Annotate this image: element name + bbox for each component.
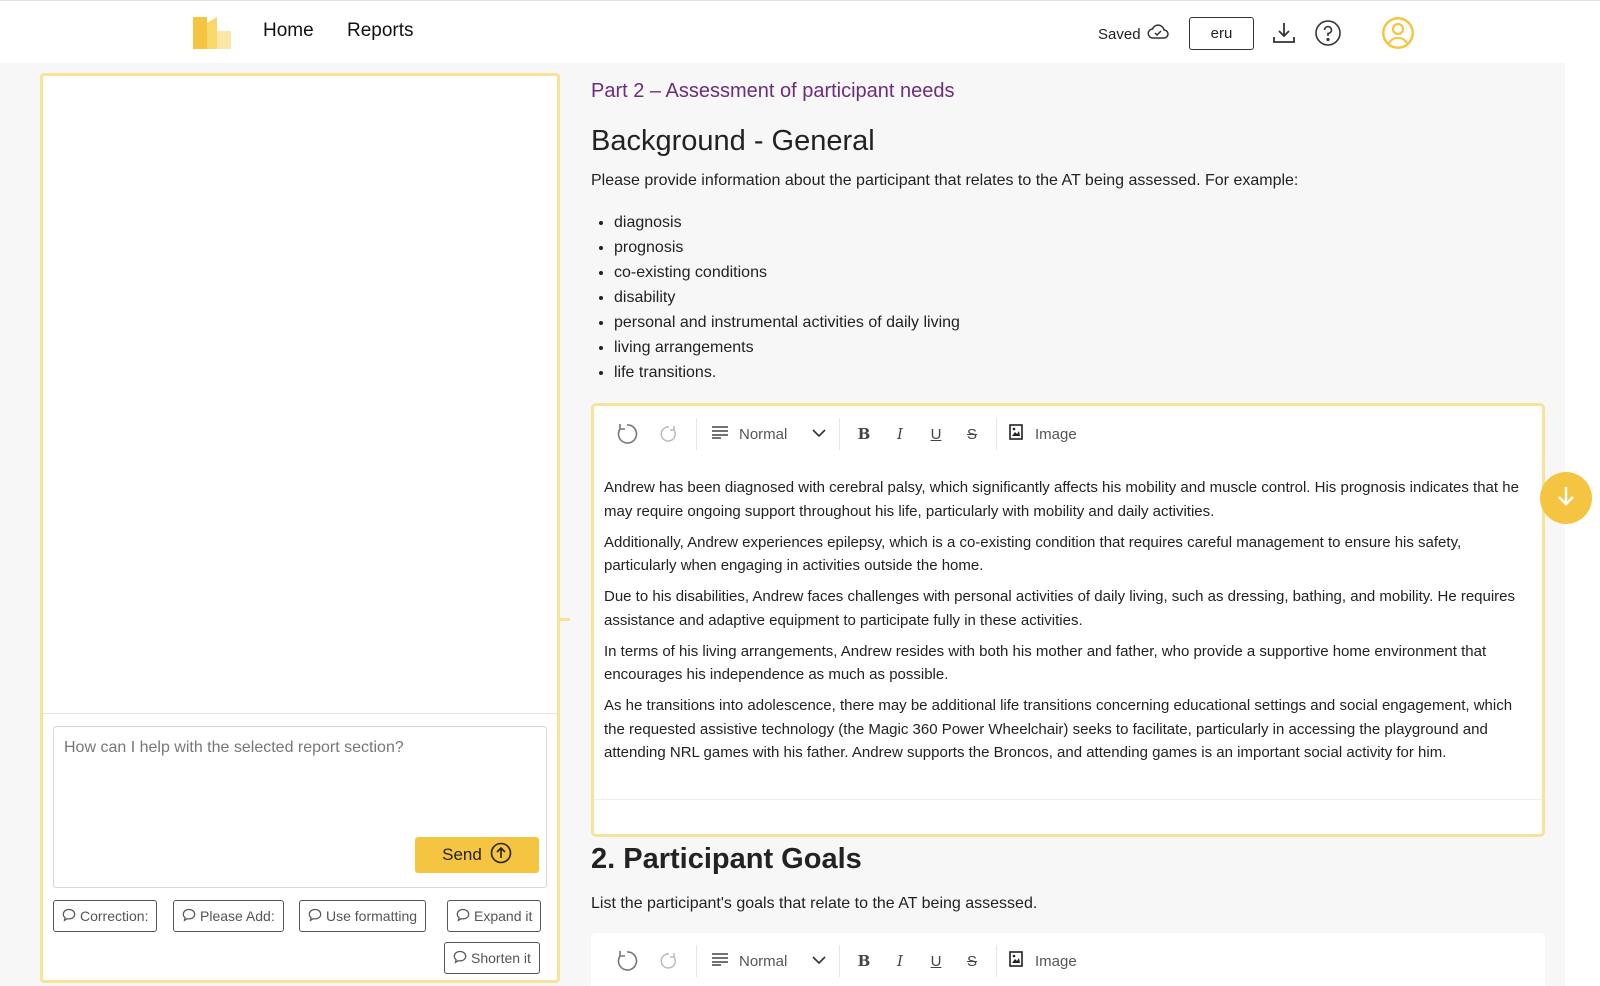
chip-correction[interactable] bbox=[53, 900, 157, 932]
speech-bubble-icon bbox=[308, 908, 322, 925]
goals-editor[interactable] bbox=[591, 933, 1545, 986]
part-title: Part 2 – Assessment of participant needs bbox=[591, 80, 955, 102]
speech-bubble-icon bbox=[182, 908, 196, 925]
image-icon bbox=[1009, 951, 1023, 972]
editor-paragraph: As he transitions into adolescence, there may be additional life transitions concerning educational settings and social engagement, which the requested assistive technology (the Magic 360 Power Wheelchair) seeks to facilitate, particularly in accessing the playground and attending NRL games with his father. Andrew supports the Broncos, and attending games is an important social activity for him. bbox=[604, 697, 1513, 761]
undo-icon[interactable] bbox=[606, 946, 648, 976]
chip-expand-it[interactable] bbox=[447, 900, 541, 932]
undo-icon[interactable] bbox=[606, 419, 648, 449]
align-left-icon bbox=[711, 425, 729, 444]
image-icon bbox=[1009, 424, 1023, 445]
redo-icon[interactable] bbox=[648, 419, 690, 449]
goals-title: 2. Participant Goals bbox=[591, 843, 862, 875]
chat-history bbox=[43, 76, 557, 714]
chip-shorten-it[interactable] bbox=[444, 942, 540, 974]
redo-icon[interactable] bbox=[648, 946, 690, 976]
chip-please-add[interactable] bbox=[173, 900, 284, 932]
align-left-icon bbox=[711, 952, 729, 971]
insert-image-button[interactable] bbox=[1003, 419, 1093, 449]
avatar-icon[interactable] bbox=[1381, 16, 1415, 50]
toolbar-divider bbox=[996, 945, 997, 977]
chevron-down-icon bbox=[811, 425, 827, 443]
chip-label: Shorten it bbox=[471, 950, 531, 966]
chevron-down-icon bbox=[811, 952, 827, 970]
list-item: • co-existing conditions bbox=[614, 261, 960, 286]
underline-button[interactable]: U bbox=[930, 952, 942, 970]
top-bar bbox=[0, 0, 1600, 63]
nav-reports-link[interactable]: Reports bbox=[347, 20, 414, 41]
speech-bubble-icon bbox=[456, 908, 470, 925]
list-item: • disability bbox=[614, 286, 960, 311]
chip-label: Expand it bbox=[474, 908, 533, 924]
italic-button[interactable]: I bbox=[897, 425, 903, 443]
arrow-down-icon bbox=[1553, 483, 1579, 514]
list-item: • diagnosis bbox=[614, 211, 960, 236]
italic-button[interactable]: I bbox=[897, 952, 903, 970]
toolbar-divider bbox=[996, 418, 997, 450]
chip-label: Use formatting bbox=[326, 908, 418, 924]
prompt-box bbox=[53, 726, 547, 888]
list-item: • prognosis bbox=[614, 236, 960, 261]
app-logo-icon[interactable] bbox=[193, 17, 231, 49]
toolbar-divider bbox=[696, 945, 697, 977]
section-instructions: Please provide information about the participant that relates to the AT being assessed. For example: bbox=[591, 172, 1299, 189]
image-label: Image bbox=[1035, 952, 1077, 970]
cloud-icon bbox=[1147, 24, 1169, 44]
toolbar-divider bbox=[696, 418, 697, 450]
insert-image-button[interactable] bbox=[1003, 946, 1093, 976]
scroll-down-button[interactable] bbox=[1540, 472, 1592, 524]
strikethrough-button[interactable]: S bbox=[966, 952, 977, 970]
paragraph-style-select[interactable] bbox=[703, 419, 833, 449]
bold-button[interactable]: B bbox=[857, 425, 871, 443]
bold-button[interactable]: B bbox=[857, 952, 871, 970]
image-label: Image bbox=[1035, 425, 1077, 443]
assistant-panel bbox=[40, 73, 560, 983]
editor-toolbar bbox=[591, 933, 1539, 986]
underline-button[interactable]: U bbox=[930, 425, 942, 443]
nav-home-link[interactable]: Home bbox=[263, 20, 314, 41]
style-select-value: Normal bbox=[739, 425, 788, 443]
speech-bubble-icon bbox=[453, 950, 467, 967]
user-initials-button[interactable]: eru bbox=[1189, 17, 1254, 50]
editor-paragraph: Additionally, Andrew experiences epilepsy, which is a co-existing condition that requires careful management to ensure his safety, particularly when engaging in activities outside the home. bbox=[604, 533, 1462, 574]
background-editor[interactable] bbox=[591, 403, 1545, 837]
list-item: • personal and instrumental activities of daily living bbox=[614, 311, 960, 336]
section-title: Background - General bbox=[591, 125, 875, 157]
list-item: • life transitions. bbox=[614, 361, 960, 386]
report-content bbox=[570, 63, 1565, 986]
send-label: Send bbox=[442, 845, 482, 864]
right-gutter bbox=[1565, 63, 1600, 986]
editor-toolbar bbox=[594, 406, 1542, 462]
download-icon[interactable] bbox=[1270, 19, 1298, 47]
speech-bubble-icon bbox=[62, 908, 76, 925]
paragraph-style-select[interactable] bbox=[703, 946, 833, 976]
toolbar-divider bbox=[839, 945, 840, 977]
chip-use-formatting[interactable] bbox=[299, 900, 426, 932]
goals-instructions: List the participant's goals that relate to the AT being assessed. bbox=[591, 895, 1038, 912]
send-button[interactable] bbox=[415, 837, 539, 873]
editor-text[interactable] bbox=[604, 476, 1536, 772]
saved-label: Saved bbox=[1098, 25, 1141, 43]
arrow-up-circle-icon bbox=[490, 842, 512, 869]
list-item: • living arrangements bbox=[614, 336, 960, 361]
chip-label: Please Add: bbox=[200, 908, 275, 924]
save-status bbox=[1098, 24, 1169, 44]
editor-paragraph: Due to his disabilities, Andrew faces challenges with personal activities of daily living, such as dressing, bathing, and mobility. He requires assistance and adaptive equipment to participate fully in these activities. bbox=[604, 588, 1516, 629]
style-select-value: Normal bbox=[739, 952, 788, 970]
strikethrough-button[interactable]: S bbox=[966, 425, 977, 443]
editor-paragraph: In terms of his living arrangements, Andrew resides with both his mother and father, who provide a supportive home environment that encourages his independence as much as possible. bbox=[604, 642, 1487, 683]
prompt-input[interactable] bbox=[64, 739, 534, 829]
editor-footer-divider bbox=[594, 799, 1542, 800]
help-icon[interactable] bbox=[1314, 19, 1342, 47]
example-list bbox=[614, 211, 960, 386]
toolbar-divider bbox=[839, 418, 840, 450]
editor-paragraph: Andrew has been diagnosed with cerebral palsy, which significantly affects his mobility and muscle control. His prognosis indicates that he may require ongoing support throughout his life, particularly with mobility and daily activities. bbox=[604, 479, 1519, 520]
chip-label: Correction: bbox=[80, 908, 149, 924]
